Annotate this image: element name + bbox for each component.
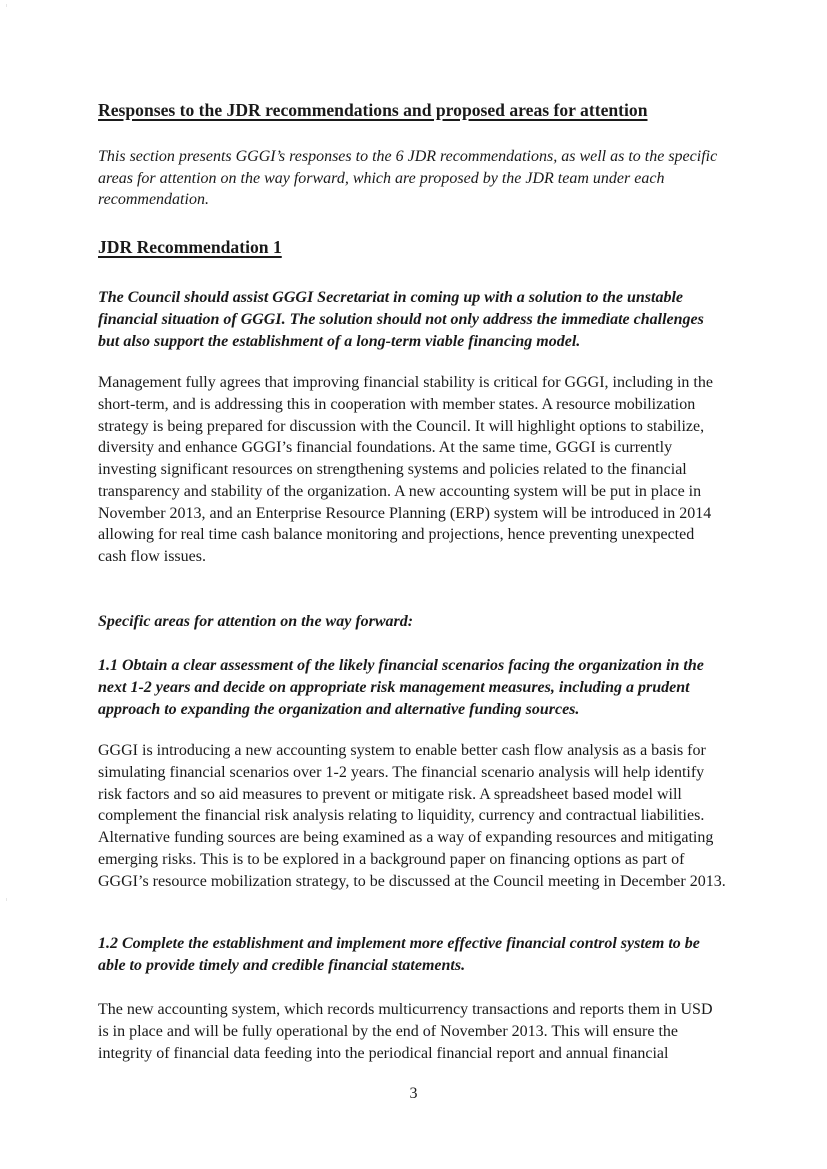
- section-heading: Responses to the JDR recommendations and proposed areas for attention: [98, 100, 648, 120]
- area-1-1-response: GGGI is introducing a new accounting system to enable better cash flow analysis as a basis for simulating financial scenarios over 1-2 years. The financial scenario analysis will help identify risk factors and so aid measures to prevent or mitigate risk. A spreadsheet based model will complement the financial risk analysis relating to liquidity, currency and contractual liabilities. Alternative funding sources are being examined as a way of expanding resources and mitigating emerging risks. This is to be explored in a background paper on financing options as part of GGGI’s resource mobilization strategy, to be discussed at the Council meeting in December 2013.: [98, 742, 726, 890]
- recommendation-statement: The Council should assist GGGI Secretariat in coming up with a solution to the unstable financial situation of GGGI. The solution should not only address the immediate challenges but also support the establishment of a long-term viable financing model.: [98, 289, 704, 350]
- recommendation-heading: JDR Recommendation 1: [98, 237, 282, 257]
- area-1-2-response: The new accounting system, which records multicurrency transactions and reports them in USD is in place and will be fully operational by the end of November 2013. This will ensure the integrity of financial data feeding into the periodical financial report and annual financial: [98, 1001, 713, 1062]
- recommendation-response: Management fully agrees that improving financial stability is critical for GGGI, including in the short-term, and is addressing this in cooperation with member states. A resource mobilization strategy is being prepared for discussion with the Council. It will highlight options to stabilize, diversity and enhance GGGI’s financial foundations. At the same time, GGGI is currently investing significant resources on strengthening systems and policies related to the financial transparency and stability of the organization. A new accounting system will be put in place in November 2013, and an Enterprise Resource Planning (ERP) system will be introduced in 2014 allowing for real time cash balance monitoring and projections, hence preventing unexpected cash flow issues.: [98, 374, 713, 565]
- intro-paragraph: This section presents GGGI’s responses to the 6 JDR recommendations, as well as to the specific areas for attention on the way forward, which are proposed by the JDR team under each recommendation.: [98, 148, 718, 208]
- page-number: 3: [409, 1085, 418, 1102]
- area-1-2-title: 1.2 Complete the establishment and implement more effective financial control system to be able to provide timely and credible financial statements.: [98, 935, 700, 974]
- areas-for-attention-label: Specific areas for attention on the way forward:: [98, 613, 414, 630]
- scan-artifact: [6, 4, 7, 7]
- area-1-1-title: 1.1 Obtain a clear assessment of the likely financial scenarios facing the organization in the next 1-2 years and decide on appropriate risk management measures, including a prudent approach to expanding the organization and alternative funding sources.: [98, 657, 704, 718]
- scan-artifact: [6, 898, 7, 901]
